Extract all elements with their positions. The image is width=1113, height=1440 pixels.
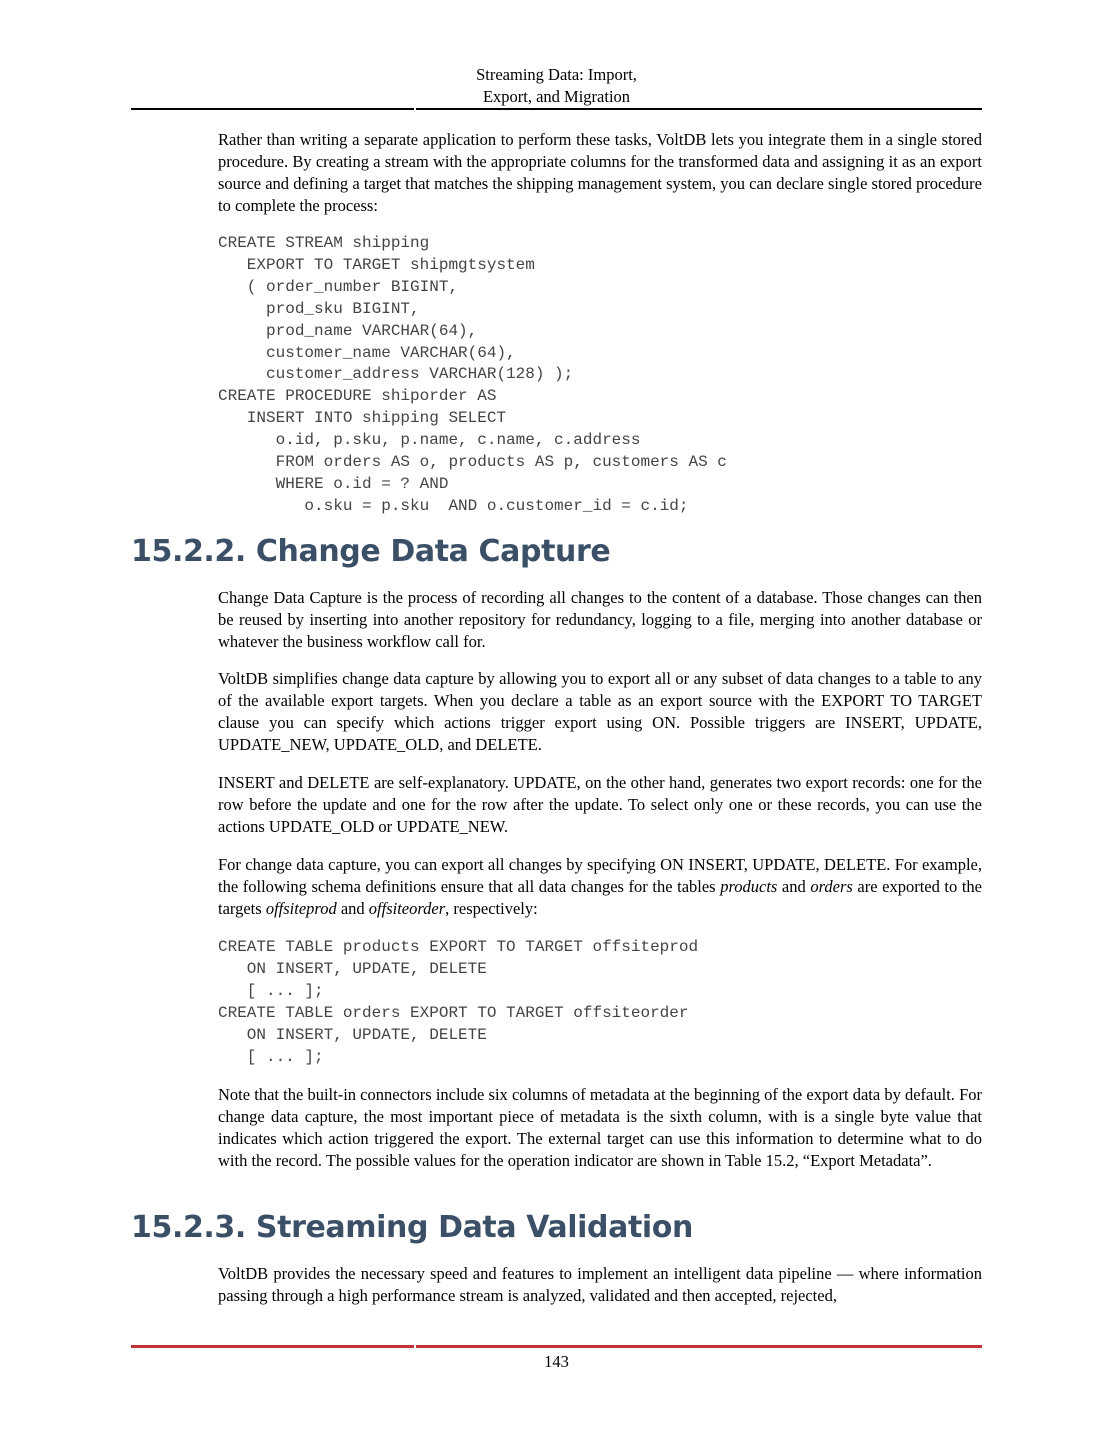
- cdc-paragraph-1: Change Data Capture is the process of recording all changes to the content of a database. Those changes can then be reused by inserting into another repository for redundancy, logging to a file, merging into another database or whatever the business workflow call for.: [218, 588, 982, 651]
- footer-rule: [131, 1345, 982, 1348]
- intro-paragraph: Rather than writing a separate application to perform these tasks, VoltDB lets you integrate them in a single stored procedure. By creating a stream with the appropriate columns for the transformed data and assigning it as an export source and defining a target that matches the shipping management system, you can declare single stored procedure to complete the process:: [218, 130, 982, 215]
- running-header: [131, 64, 982, 108]
- cdc-p4-text-2: and: [777, 877, 811, 896]
- cdc-paragraph-3: INSERT and DELETE are self-explanatory. UPDATE, on the other hand, generates two export records: one for the row before the update and one for the row after the update. To select only one or these records, you can use the actions UPDATE_OLD or UPDATE_NEW.: [218, 773, 982, 836]
- target-name-offsiteorder: offsiteorder: [368, 899, 446, 918]
- code-block-create-table: CREATE TABLE products EXPORT TO TARGET offsiteprod ON INSERT, UPDATE, DELETE [ ... ]; CREATE TABLE orders EXPORT TO TARGET offsiteorder ON INSERT, UPDATE, DELETE [ ... ];: [218, 938, 699, 1066]
- cdc-p4-text-4: and: [336, 899, 369, 918]
- code-block-create-stream: CREATE STREAM shipping EXPORT TO TARGET shipmgtsystem ( order_number BIGINT, prod_sku BIGINT, prod_name VARCHAR(64), customer_name VARCHAR(64), customer_address VARCHAR(128) ); CREATE PROCEDURE shiporder AS INSERT INTO shipping SELECT o.id, p.sku, p.name, c.name, c.address FROM orders AS o, products AS p, customers AS c WHERE o.id = ? AND o.sku = p.sku AND o.customer_id = c.id;: [218, 234, 727, 515]
- section-heading-change-data-capture: 15.2.2. Change Data Capture: [131, 534, 611, 569]
- running-header-line-2: Export, and Migration: [482, 87, 631, 106]
- table-name-orders: orders: [810, 877, 853, 896]
- table-name-products: products: [720, 877, 778, 896]
- header-rule: [131, 108, 982, 110]
- target-name-offsiteprod: offsiteprod: [265, 899, 337, 918]
- cdc-p4-text-5: , respectively:: [445, 899, 538, 918]
- cdc-paragraph-5: Note that the built-in connectors include six columns of metadata at the beginning of the export data by default. For change data capture, the most important piece of metadata is the sixth column, with is a single byte value that indicates which action triggered the export. The external target can use this information to determine what to do with the record. The possible values for the operation indicator are shown in Table 15.2, “Export Metadata”.: [218, 1085, 982, 1170]
- running-header-line-1: Streaming Data: Import,: [476, 65, 637, 84]
- section-heading-streaming-data-validation: 15.2.3. Streaming Data Validation: [131, 1210, 693, 1245]
- cdc-paragraph-2: VoltDB simplifies change data capture by allowing you to export all or any subset of data changes to a table to any of the available export targets. When you declare a table as an export source with the EXPORT TO TARGET clause you can specify which actions trigger export using ON. Possible triggers are INSERT, UPDATE, UPDATE_NEW, UPDATE_OLD, and DELETE.: [218, 669, 982, 754]
- cdc-paragraph-4: [218, 854, 982, 920]
- page-number: 143: [544, 1352, 569, 1371]
- cdc-p4-text-3: are exported to the targets: [218, 877, 983, 918]
- validation-paragraph-1: VoltDB provides the necessary speed and features to implement an intelligent data pipeline — where information passing through a high performance stream is analyzed, validated and then accepted, rejected,: [218, 1264, 982, 1305]
- cdc-p4-text-1: For change data capture, you can export all changes by specifying ON INSERT, UPDATE, DELETE. For example, the following schema definitions ensure that all data changes for the tables: [218, 855, 982, 896]
